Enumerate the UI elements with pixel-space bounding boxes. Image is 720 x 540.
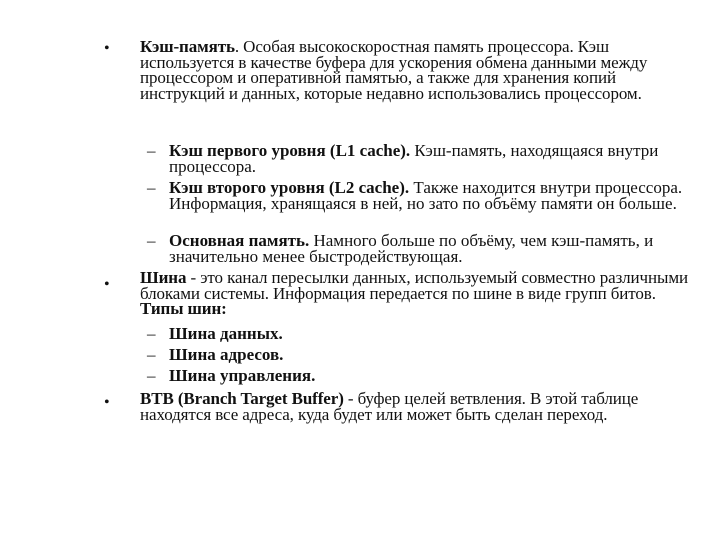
text-btb: - буфер целей ветвления. В этой таблице находятся все адреса, куда будет или может быть сделан переход. [140,389,639,424]
paragraph-btb [140,391,700,422]
sublist-item-main-memory [147,233,702,264]
term-address-bus: Шина адресов. [169,345,284,364]
text-cache-memory: . Особая высокоскоростная память процессора. Кэш используется в качестве буфера для ускорения обмена данными между процессором и оперативной памятью, а также для хранения копий инструкций и данных, которые недавно использовались процессором. [140,37,648,103]
text-l1-cache: Кэш-память, находящаяся внутри процессора. [169,141,659,176]
dash-marker: – [147,345,156,364]
bullet-dot-bus: • [104,276,110,293]
dash-marker: – [147,324,156,343]
sublist-item-l1-cache [147,143,702,174]
paragraph-bus [140,270,700,317]
term-l2-cache: Кэш второго уровня (L2 cache). [169,178,410,197]
dash-marker: – [147,141,156,160]
term-main-memory: Основная память. [169,231,310,250]
paragraph-cache-memory [140,39,700,101]
dash-marker: – [147,178,156,197]
term-btb: BTB (Branch Target Buffer) [140,389,344,408]
sublist-item-address-bus [147,347,702,363]
text-main-memory: Намного больше по объёму, чем кэш-память, и значительно менее быстродействующая. [169,231,654,266]
dash-marker: – [147,366,156,385]
dash-marker: – [147,231,156,250]
bullet-dot-btb: • [104,394,110,411]
term-bus: Шина [140,268,187,287]
text-bus: - это канал пересылки данных, используемый совместно различными блоками системы. Информация передается по шине в виде групп битов. [140,268,688,303]
sublist-item-l2-cache [147,180,702,211]
term-l1-cache: Кэш первого уровня (L1 cache). [169,141,411,160]
sublist-item-control-bus [147,368,702,384]
bus-types-label: Типы шин: [140,299,227,319]
sublist-item-data-bus [147,326,702,342]
term-control-bus: Шина управления. [169,366,316,385]
term-cache-memory: Кэш-память [140,37,235,56]
bullet-dot-cache: • [104,40,110,57]
text-l2-cache: Также находится внутри процессора. Информация, хранящаяся в ней, но зато по объёму памяти он больше. [169,178,683,213]
term-data-bus: Шина данных. [169,324,283,343]
